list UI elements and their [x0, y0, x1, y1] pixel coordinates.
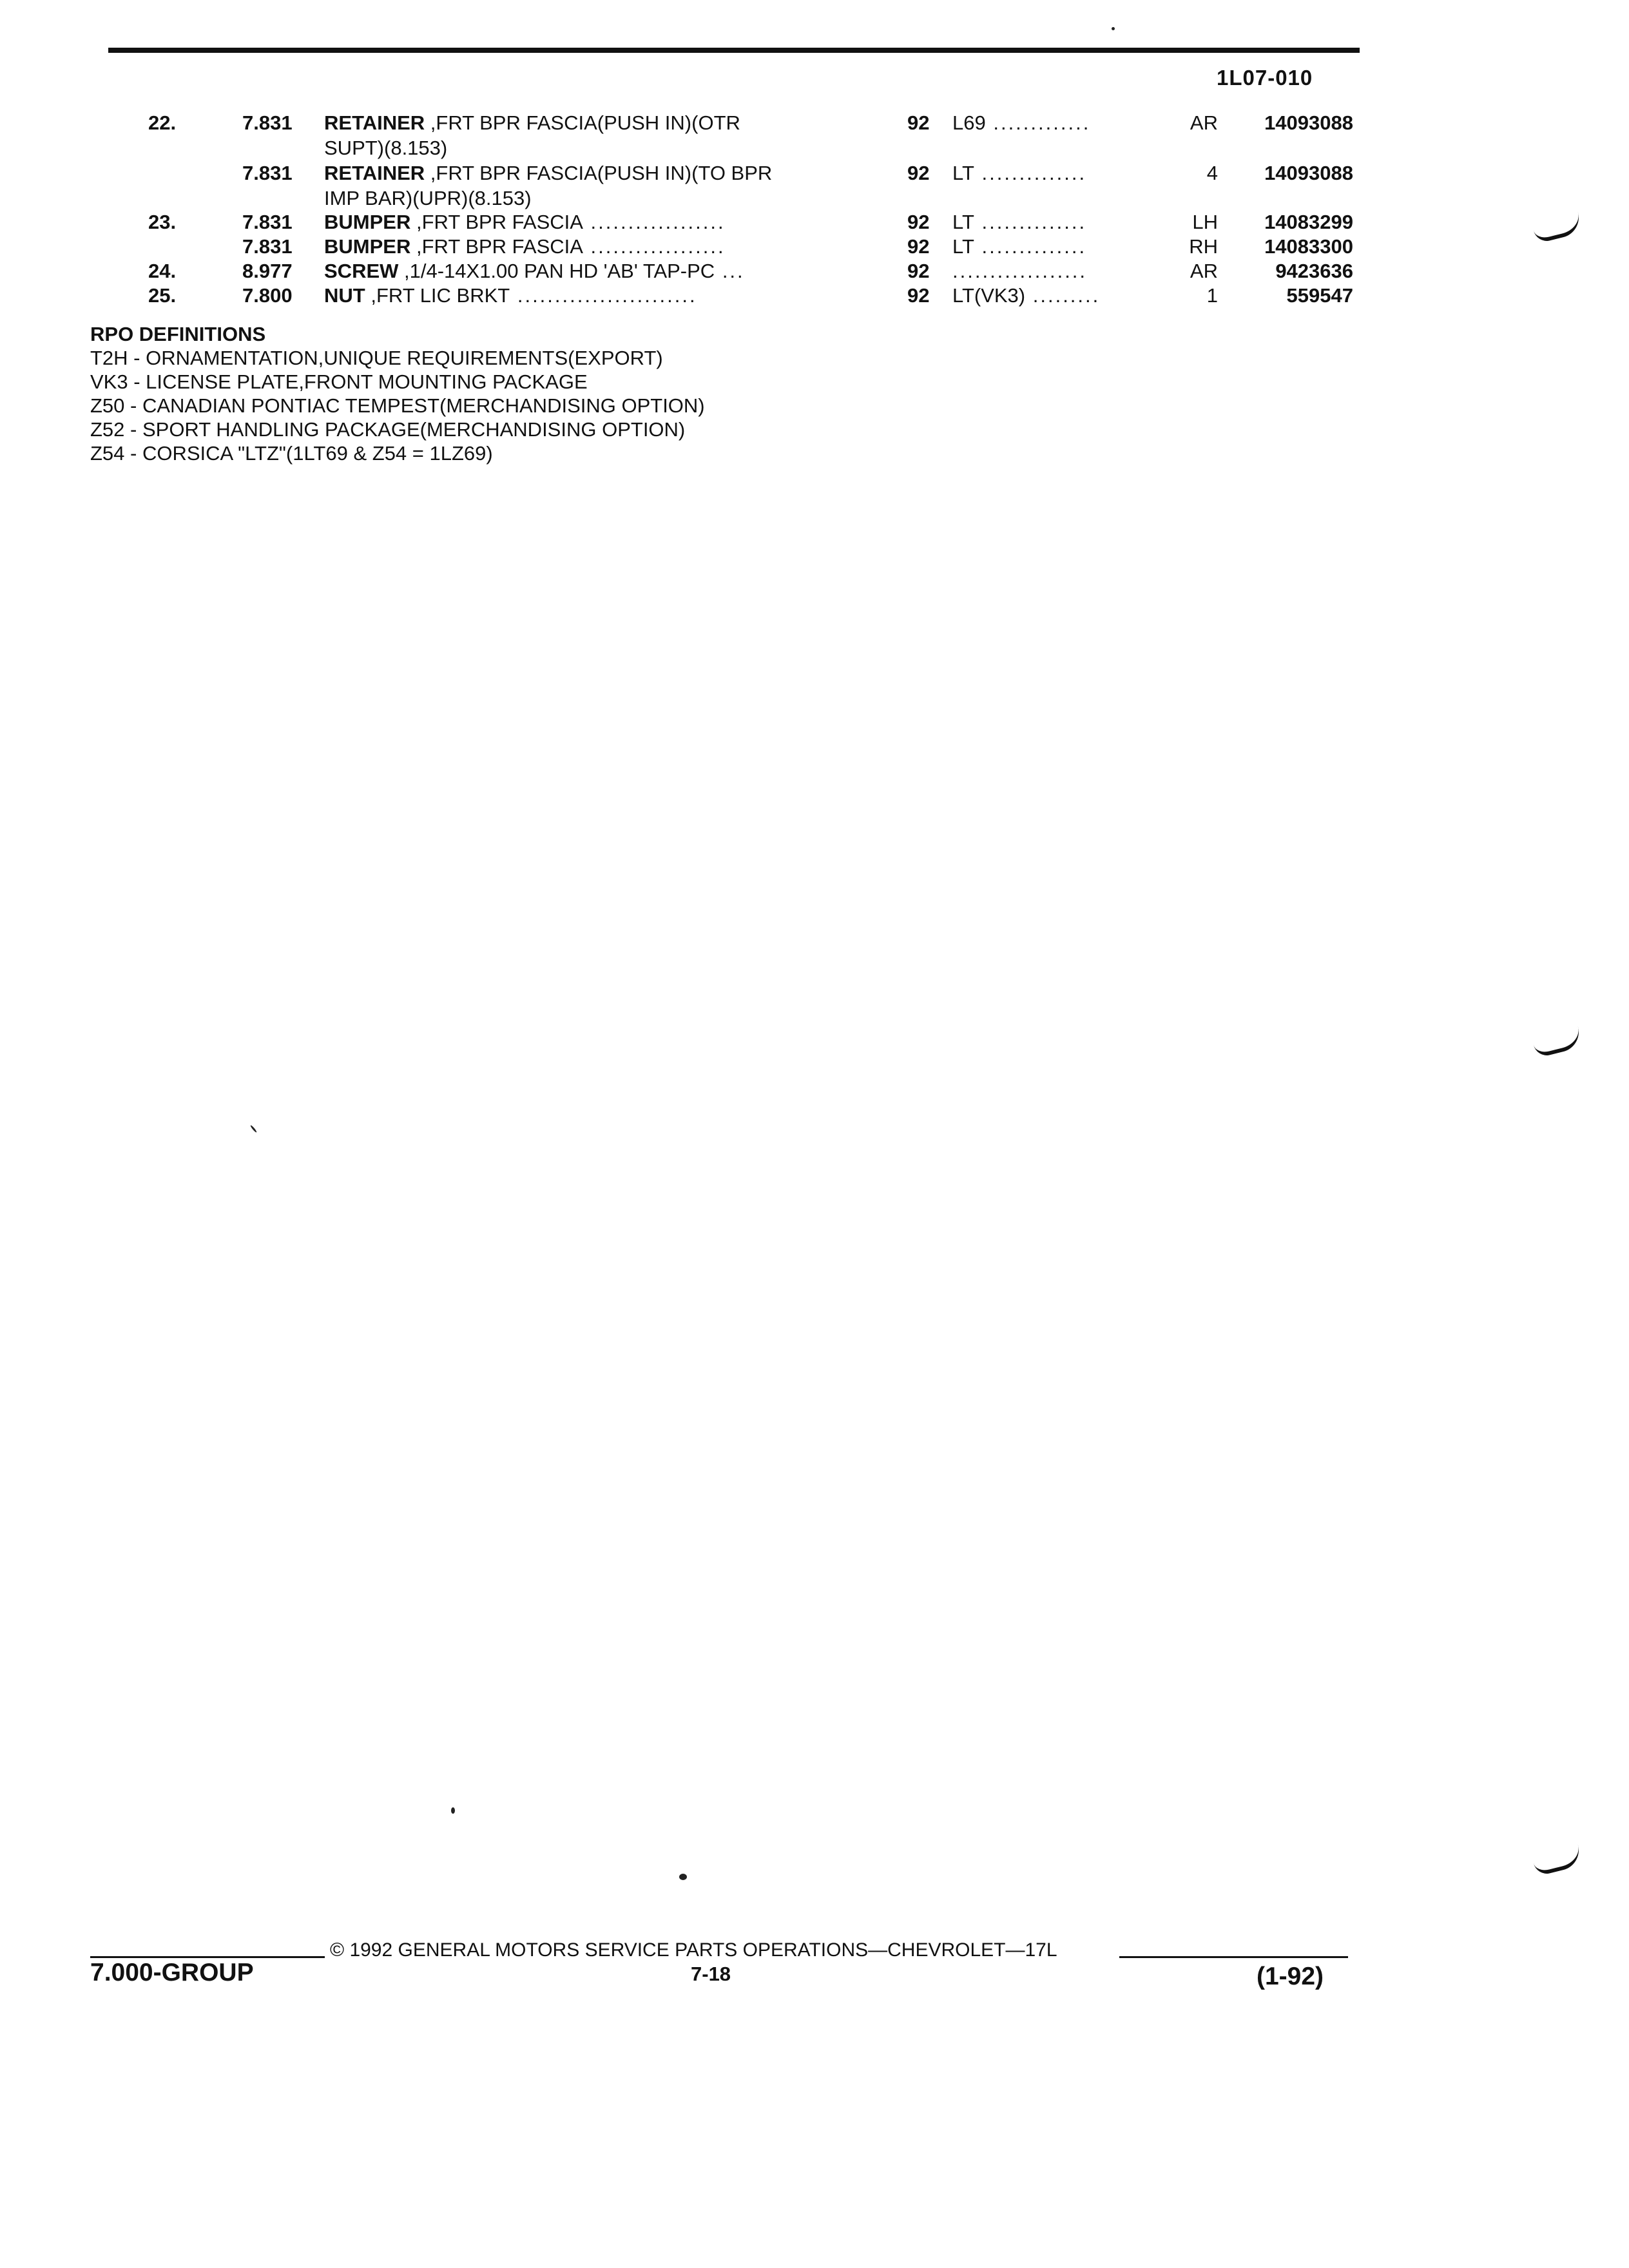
part-description [324, 160, 849, 187]
model-usage [952, 235, 1171, 259]
model-code: LT(VK3) [952, 284, 1026, 307]
table-row [0, 160, 1629, 187]
leader-dots: ......... [1025, 284, 1101, 307]
item-number: 25. [148, 284, 177, 307]
scan-speck [451, 1807, 455, 1814]
rpo-definitions [90, 322, 705, 465]
part-name: NUT [324, 284, 365, 307]
part-number: 559547 [1286, 284, 1353, 307]
part-name: BUMPER [324, 211, 411, 233]
part-desc: ,FRT BPR FASCIA(PUSH IN)(TO BPR [425, 162, 773, 184]
model-usage [952, 259, 1171, 284]
model-usage [952, 210, 1171, 235]
part-desc: ,FRT BPR FASCIA [410, 235, 583, 258]
part-name: RETAINER [324, 162, 425, 184]
table-row [0, 235, 1629, 259]
item-number: 22. [148, 111, 177, 134]
leader-dots: ............. [985, 111, 1091, 134]
group-number: 8.977 [242, 260, 293, 282]
page-code: 1L07-010 [1217, 66, 1313, 90]
part-number: 14083300 [1264, 235, 1353, 258]
group-number: 7.831 [242, 235, 293, 258]
part-desc: ,1/4-14X1.00 PAN HD 'AB' TAP-PC [398, 260, 715, 282]
footer-rule-right [1119, 1956, 1348, 1958]
group-number: 7.831 [242, 111, 293, 134]
part-description [324, 235, 849, 259]
parts-table [0, 110, 1629, 308]
table-row [0, 284, 1629, 308]
model-code: LT [952, 211, 974, 233]
part-desc: ,FRT BPR FASCIA [410, 211, 583, 233]
footer-rule-left [90, 1956, 325, 1958]
part-description [324, 259, 849, 284]
leader-dots: ........................ [510, 284, 697, 307]
quantity: AR [1190, 260, 1218, 282]
binder-mark [1532, 1027, 1583, 1059]
part-description [324, 284, 849, 308]
model-usage [952, 110, 1171, 137]
leader-dots: .............. [974, 211, 1087, 233]
model-year: 92 [907, 111, 930, 134]
desc-cont-text: SUPT)(8.153) [324, 137, 448, 159]
group-label: 7.000-GROUP [90, 1959, 254, 1986]
part-number: 9423636 [1275, 260, 1353, 282]
model-year: 92 [907, 235, 930, 258]
quantity: 1 [1206, 284, 1218, 307]
description-continuation [0, 187, 1629, 210]
leader-dots: .............. [974, 162, 1087, 184]
table-row [0, 110, 1629, 137]
scan-speck [679, 1874, 687, 1880]
part-name: RETAINER [324, 111, 425, 134]
revision-date: (1-92) [1257, 1963, 1324, 1990]
part-name: BUMPER [324, 235, 411, 258]
model-year: 92 [907, 211, 930, 233]
quantity: LH [1192, 211, 1218, 233]
table-row [0, 210, 1629, 235]
model-code: LT [952, 235, 974, 258]
part-number: 14083299 [1264, 211, 1353, 233]
quantity: 4 [1206, 162, 1218, 184]
top-rule [108, 48, 1360, 53]
model-year: 92 [907, 162, 930, 184]
part-description [324, 210, 849, 235]
model-year: 92 [907, 284, 930, 307]
copyright-notice: © 1992 GENERAL MOTORS SERVICE PARTS OPERATIONS—CHEVROLET—17L [330, 1939, 1057, 1961]
part-desc: ,FRT BPR FASCIA(PUSH IN)(OTR [425, 111, 740, 134]
group-number: 7.831 [242, 211, 293, 233]
group-number: 7.831 [242, 162, 293, 184]
model-year: 92 [907, 260, 930, 282]
item-number: 23. [148, 211, 177, 233]
leader-dots: .................. [583, 235, 726, 258]
leader-dots: .............. [974, 235, 1087, 258]
rpo-definition: Z50 - CANADIAN PONTIAC TEMPEST(MERCHANDISING OPTION) [90, 394, 705, 417]
table-row [0, 259, 1629, 284]
model-usage [952, 284, 1171, 308]
part-number: 14093088 [1264, 111, 1353, 134]
leader-dots: .................. [952, 260, 1088, 282]
quantity: RH [1189, 235, 1218, 258]
part-description [324, 110, 849, 137]
desc-cont-text: IMP BAR)(UPR)(8.153) [324, 187, 532, 209]
scan-speck [250, 1125, 257, 1133]
rpo-definition: T2H - ORNAMENTATION,UNIQUE REQUIREMENTS(EXPORT) [90, 347, 663, 369]
binder-mark [1532, 1845, 1583, 1877]
rpo-definition: VK3 - LICENSE PLATE,FRONT MOUNTING PACKAGE [90, 370, 588, 393]
scan-speck [1112, 27, 1115, 30]
rpo-definition: Z52 - SPORT HANDLING PACKAGE(MERCHANDISING OPTION) [90, 418, 686, 441]
model-code: L69 [952, 111, 986, 134]
part-desc: ,FRT LIC BRKT [365, 284, 510, 307]
quantity: AR [1190, 111, 1218, 134]
description-continuation [0, 137, 1629, 160]
model-code: LT [952, 162, 974, 184]
leader-dots: ... [715, 260, 745, 282]
leader-dots: .................. [583, 211, 726, 233]
group-number: 7.800 [242, 284, 293, 307]
page-number: 7-18 [691, 1963, 731, 1985]
rpo-title: RPO DEFINITIONS [90, 323, 266, 345]
model-usage [952, 160, 1171, 187]
part-name: SCREW [324, 260, 399, 282]
item-number: 24. [148, 260, 177, 282]
part-number: 14093088 [1264, 162, 1353, 184]
rpo-definition: Z54 - CORSICA "LTZ"(1LT69 & Z54 = 1LZ69) [90, 442, 493, 465]
